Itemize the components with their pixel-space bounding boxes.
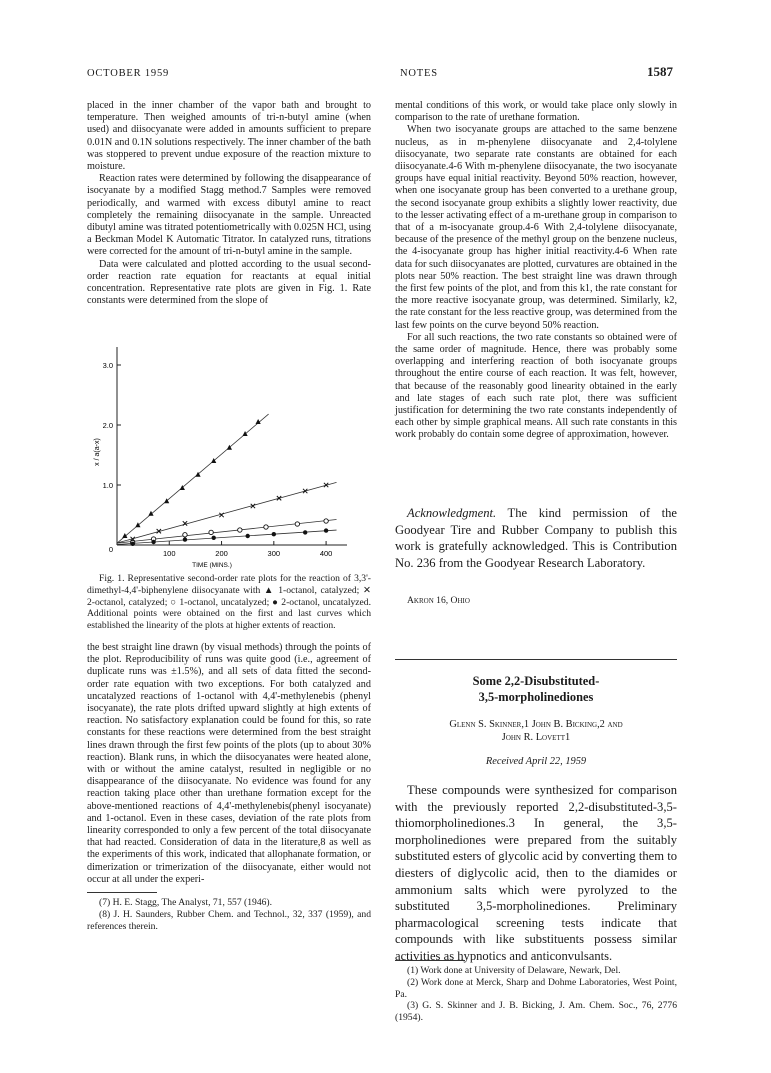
article-title-line2: 3,5-morpholinediones [478, 690, 594, 704]
acknowledgment-text: The kind permission of the Goodyear Tire and Rubber Company to publish this work is gratefully acknowledged. This is Contribution No. 236 from the Goodyear Research Laboratory. [395, 506, 677, 570]
filled-circle-point [151, 540, 155, 544]
open-circle-point [264, 525, 268, 529]
open-circle-point [324, 519, 328, 523]
footnote-divider [395, 960, 465, 961]
footnote: (1) Work done at University of Delaware, Newark, Del. [407, 965, 621, 976]
footnote: (7) H. E. Stagg, The Analyst, 71, 557 (1946). [99, 897, 273, 909]
section-divider [395, 659, 677, 660]
paragraph: mental conditions of this work, or would take place only slowly in comparison to the rate of urethane formation. [395, 100, 677, 124]
filled-circle-point [272, 532, 276, 536]
filled-circle-point [212, 536, 216, 540]
footnote: (2) Work done at Merck, Sharp and Dohme Laboratories, West Point, Pa. [395, 976, 677, 1000]
filled-circle-point [245, 534, 249, 538]
figure-1 [87, 333, 371, 571]
article-body [395, 782, 677, 965]
footnote: (3) G. S. Skinner and J. B. Bicking, J. Am. Chem. Soc., 76, 2776 (1954). [395, 1000, 677, 1024]
filled-circle-point [130, 542, 134, 546]
received-date: Received April 22, 1959 [485, 756, 587, 768]
y-tick-label: 3.0 [102, 361, 113, 370]
running-header-section: NOTES [400, 68, 438, 79]
x-tick-label: 300 [267, 549, 281, 558]
acknowledgment [395, 505, 677, 571]
filled-circle-point [303, 530, 307, 534]
y-tick-label: 1.0 [102, 481, 113, 490]
series-line [117, 482, 337, 543]
filled-circle-point [324, 528, 328, 532]
x-tick-label: 400 [319, 549, 333, 558]
paragraph: These compounds were synthesized for comparison with the previously reported 2,2-disubstituted-3,5-thiomorpholinediones.3 In general, the 3,5-morpholinediones were prepared from the suitably substituted esters of glycolic acid by converting them to diesters of diglycolic acid, then to the diamides or ammonium salts which were pyrolyzed to the substituted 3,5-morpholinediones. Preliminary pharmacological screening tests indicate that compounds with like substituents possess similar activities as hypnotics and anticonvulsants. [395, 783, 677, 963]
location [407, 595, 689, 607]
x-tick-label: 200 [215, 549, 228, 558]
open-circle-point [295, 522, 299, 526]
y-tick-label: 2.0 [102, 421, 113, 430]
paragraph: Reaction rates were determined by following the disappearance of isocyanate by a modified Stagg method.7 Samples were removed periodically, and warmed with excess dibutyl amine to react completely the remaining diisocyanate in the sample. Unreacted dibutyl amine was titrated potentiometrically with 0.025N HCl, using a Beckman Model K Automatic Titrator. In catalyzed runs, titrations were corrected for the amount of tri-n-butyl amine in the sample. [87, 173, 371, 258]
location-text: Akron 16, Ohio [407, 595, 470, 606]
paragraph: Data were calculated and plotted according to the usual second-order reaction rate equation for reactants at equal initial concentration. Representative rate plots are given in Fig. 1. Rate constants were determined from the slope of [87, 258, 371, 307]
figure-caption: Fig. 1. Representative second-order rate plots for the reaction of 3,3'-dimethyl-4,4'-biphenylene diisocyanate with ▲ 1-octanol, catalyzed; ✕ 2-octanol, catalyzed; ○ 1-octanol, uncatalyzed; ● 2-octanol, uncatalyzed. Additional points were obtained on the first and last curves which established the linearity of the plots at higher extents of reaction. [87, 573, 371, 632]
article-footnotes [395, 960, 677, 1024]
paragraph: the best straight line drawn (by visual methods) through the points of the plot. Reproducibility of runs was quite good (i.e., agreement of duplicate runs was ±1.5%), and all sets of data fitted the second-order rate equation with two exceptions. For both catalyzed and uncatalyzed reactions of 1-octanol with 4,4'-methylenebis (phenyl isocyanate), the rate plots drifted upward slightly at high extents of reaction. No satisfactory explanation could be found for this, so rate constants for these reactions were determined from the best straight lines drawn through the first few points of the plots (up to about 30% reaction). Blank runs, in which the diisocyanates were heated alone, with or without the amine catalyst, resulted in negligible or no disappearance of the diisocyanate. No evidence was found for any reaction taking place other than urethane formation except for the above-mentioned reactions of 4,4'-methylenebis(phenyl isocyanate) and 1-octanol. Even in these cases, deviation of the rate plots from linearity corresponded to only a few percent of the total diisocyanate that had reacted. Consideration of data in the literature,8 as well as the experiments of this work, indicated that allophanate formation, or dimerization or trimerization of the diisocyanate, either would not occur at all under the experi- [87, 641, 371, 885]
footnote: (8) J. H. Saunders, Rubber Chem. and Technol., 32, 337 (1959), and references therein. [87, 908, 371, 932]
left-column-bottom [87, 573, 371, 932]
right-column-top [395, 100, 677, 442]
article-title-line1: Some 2,2-Disubstituted- [472, 674, 600, 688]
filled-circle-point [183, 537, 187, 541]
paragraph: placed in the inner chamber of the vapor bath and brought to temperature. Then weighed amounts of tri-n-butyl amine (when used) and diisocyanate were added in amounts sufficient to prepare 0.01N and 0.1N solutions respectively. The inner chamber of the bath was stoppered to prevent undue exposure of the reaction mixture to moisture. [87, 100, 371, 173]
cross-point [183, 521, 187, 525]
authors-line2: John R. Lovett1 [501, 731, 571, 743]
left-column-top [87, 100, 371, 307]
acknowledgment-label: Acknowledgment. [407, 506, 497, 520]
open-circle-point [209, 530, 213, 534]
page-number: 1587 [647, 64, 673, 79]
x-origin-label: 0 [108, 545, 113, 554]
running-header-date: OCTOBER 1959 [87, 68, 170, 79]
footnote-divider [87, 892, 157, 893]
triangle-point [122, 533, 127, 538]
rate-plot-chart [87, 333, 371, 571]
article-header [395, 673, 677, 768]
open-circle-point [238, 528, 242, 532]
triangle-point [135, 522, 140, 527]
x-axis-label: TIME (MINS.) [192, 562, 232, 569]
x-tick-label: 100 [163, 549, 176, 558]
triangle-point [148, 511, 153, 516]
authors-line1: Glenn S. Skinner,1 John B. Bicking,2 and [449, 719, 623, 730]
y-axis-label: x / a(a-x) [94, 438, 101, 466]
open-circle-point [183, 533, 187, 537]
paragraph: When two isocyanate groups are attached to the same benzene nucleus, as in m-phenylene diisocyanate and 2,4-tolylene diisocyanate, two separate rate constants are obtained for each diisocyanate.4-6 With m-phenylene diisocyanate, the two isocyanate groups have equal initial reactivity. Beyond 50% reaction, however, when one isocyanate group has been converted to a urethane group, the second isocyanate group exhibits a slightly lower reactivity, due to the lesser activating effect of a m-urethane group in comparison to that of a m-isocyanate group.4-6 With 2,4-tolylene diisocyanate, because of the presence of the methyl group on the benzene nucleus, the 4-isocyanate group has higher initial reactivity.4-6 When rate data for such diisocyanates are plotted, curvatures are obtained in the plots near 50% reaction. The best straight line was drawn through the first few points of the plot, and from this k1, the rate constant for the more reactive isocyanate group, was determined. Similarly, k2, the rate constant for the less reactive group, was determined from the last few points on the curve beyond 50% reaction. [395, 124, 677, 331]
triangle-point [242, 431, 247, 436]
paragraph: For all such reactions, the two rate constants so obtained were of the same order of magnitude. Hence, there was probably some overlapping and interfering reaction of both isocyanate groups throughout the entire course of each reaction. It was felt, however, that because of the reasonably good linearity obtained in the early and late stages of each such rate plot, there was sufficient justification for determining the two rate constants independently of each other by simple graphical means. All such rate constants in this work probably do contain some degree of approximation, however. [395, 331, 677, 441]
